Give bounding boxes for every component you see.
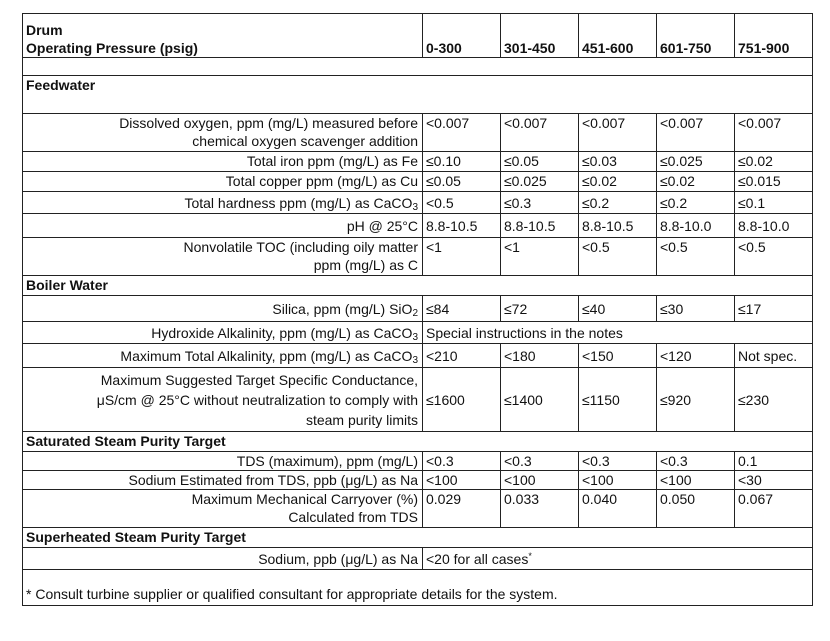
cell-sodium-superheated [423,548,813,570]
label-text: Total hardness ppm (mg/L) as CaCO [184,194,413,211]
table-row [23,452,813,471]
cell: 8.8-10.0 [735,214,813,238]
header-title-line1: Drum [26,22,63,38]
row-label-sodium-superheated: Sodium, ppb (μg/L) as Na [23,548,423,570]
row-label-mechanical-carryover [23,490,423,528]
label-line: μS/cm @ 25°C without neutralization to comply with [96,392,418,408]
cell: ≤0.05 [423,172,501,192]
label-line: Calculated from TDS [288,509,418,525]
header-title-cell [23,14,423,58]
section-row-boiler-water [23,276,813,296]
pressure-range-2: 451-600 [579,14,657,58]
cell: <100 [501,471,579,490]
cell: ≤1600 [423,368,501,432]
cell: <100 [657,471,735,490]
table-row [23,114,813,152]
cell: <0.5 [735,238,813,276]
footnote-row [23,570,813,606]
cell: <120 [657,344,735,368]
cell: ≤1400 [501,368,579,432]
section-row-saturated-steam [23,432,813,452]
cell: <0.007 [735,114,813,152]
cell: ≤230 [735,368,813,432]
cell: ≤0.02 [735,152,813,172]
cell: 8.8-10.5 [423,214,501,238]
cell: <1 [501,238,579,276]
cell: ≤72 [501,296,579,322]
header-title-line2: Operating Pressure (psig) [26,40,198,56]
footnote-marker: * [528,550,532,561]
subscript: 3 [412,331,418,343]
table-row [23,490,813,528]
table-row [23,471,813,490]
cell: ≤30 [657,296,735,322]
table-row [23,296,813,322]
table-row [23,152,813,172]
label-line: steam purity limits [305,412,418,428]
cell-text: <20 for all cases [426,550,529,567]
cell: ≤0.1 [735,192,813,214]
cell: 0.029 [423,490,501,528]
cell: ≤40 [579,296,657,322]
label-line: Nonvolatile TOC (including oily matter [183,239,418,255]
cell: <0.007 [579,114,657,152]
row-label-toc [23,238,423,276]
table-row [23,344,813,368]
label-line: chemical oxygen scavenger addition [192,133,418,149]
footnote: * Consult turbine supplier or qualified consultant for appropriate details for the system. [23,570,813,606]
cell: ≤0.025 [501,172,579,192]
row-label-silica [23,296,423,322]
subscript: 2 [412,307,418,319]
boiler-water-limits-table [22,13,813,606]
cell: <180 [501,344,579,368]
cell: 0.1 [735,452,813,471]
cell: <0.5 [657,238,735,276]
cell: 0.033 [501,490,579,528]
cell: <0.007 [657,114,735,152]
table-row [23,192,813,214]
row-label-ph: pH @ 25°C [23,214,423,238]
cell: <100 [423,471,501,490]
table-row [23,238,813,276]
header-row [23,14,813,58]
pressure-range-0: 0-300 [423,14,501,58]
pressure-range-1: 301-450 [501,14,579,58]
subscript: 3 [412,201,418,213]
row-label-specific-conductance [23,368,423,432]
cell: <0.3 [579,452,657,471]
cell: ≤0.025 [657,152,735,172]
label-line: Maximum Mechanical Carryover (%) [191,491,418,507]
cell: 0.040 [579,490,657,528]
cell: ≤0.015 [735,172,813,192]
row-label-total-copper: Total copper ppm (mg/L) as Cu [23,172,423,192]
label-line: ppm (mg/L) as C [313,257,418,273]
cell: 8.8-10.0 [657,214,735,238]
cell: <0.007 [423,114,501,152]
cell: <1 [423,238,501,276]
row-label-max-total-alkalinity [23,344,423,368]
cell: ≤0.05 [501,152,579,172]
cell: <0.3 [501,452,579,471]
cell: <100 [579,471,657,490]
cell: <0.5 [579,238,657,276]
cell: 0.067 [735,490,813,528]
table-row [23,172,813,192]
label-text: Hydroxide Alkalinity, ppm (mg/L) as CaCO [151,324,413,341]
pressure-range-3: 601-750 [657,14,735,58]
cell: 0.050 [657,490,735,528]
cell: 8.8-10.5 [501,214,579,238]
cell: ≤0.03 [579,152,657,172]
label-text: Maximum Total Alkalinity, ppm (mg/L) as CaCO [120,347,413,364]
cell: ≤17 [735,296,813,322]
cell: <0.3 [657,452,735,471]
cell: <210 [423,344,501,368]
cell: ≤920 [657,368,735,432]
label-line: Maximum Suggested Target Specific Conductance, [100,372,418,388]
table-row [23,214,813,238]
section-boiler-water: Boiler Water [23,276,813,296]
section-row-feedwater [23,76,813,114]
cell-hydroxide-note: Special instructions in the notes [423,322,813,344]
label-text: Silica, ppm (mg/L) SiO [272,300,413,317]
table-row [23,368,813,432]
cell: ≤0.3 [501,192,579,214]
cell: ≤0.10 [423,152,501,172]
row-label-hydroxide-alkalinity [23,322,423,344]
section-feedwater: Feedwater [23,76,813,114]
cell: Not spec. [735,344,813,368]
row-label-dissolved-oxygen [23,114,423,152]
cell: <0.007 [501,114,579,152]
cell: ≤0.2 [657,192,735,214]
cell: <0.5 [423,192,501,214]
cell: 8.8-10.5 [579,214,657,238]
row-label-total-hardness [23,192,423,214]
row-label-total-iron: Total iron ppm (mg/L) as Fe [23,152,423,172]
cell: <150 [579,344,657,368]
label-line: Dissolved oxygen, ppm (mg/L) measured before [119,115,418,131]
table-row [23,548,813,570]
row-label-sodium-from-tds: Sodium Estimated from TDS, ppb (μg/L) as Na [23,471,423,490]
section-row-superheated-steam [23,528,813,548]
cell: ≤0.2 [579,192,657,214]
cell: <30 [735,471,813,490]
cell: <0.3 [423,452,501,471]
pressure-range-4: 751-900 [735,14,813,58]
cell: ≤1150 [579,368,657,432]
section-saturated-steam: Saturated Steam Purity Target [23,432,813,452]
cell: ≤84 [423,296,501,322]
cell: ≤0.02 [579,172,657,192]
subscript: 3 [412,354,418,366]
cell: ≤0.02 [657,172,735,192]
spacer-row [23,58,813,76]
section-superheated-steam: Superheated Steam Purity Target [23,528,813,548]
table-row [23,322,813,344]
row-label-tds: TDS (maximum), ppm (mg/L) [23,452,423,471]
